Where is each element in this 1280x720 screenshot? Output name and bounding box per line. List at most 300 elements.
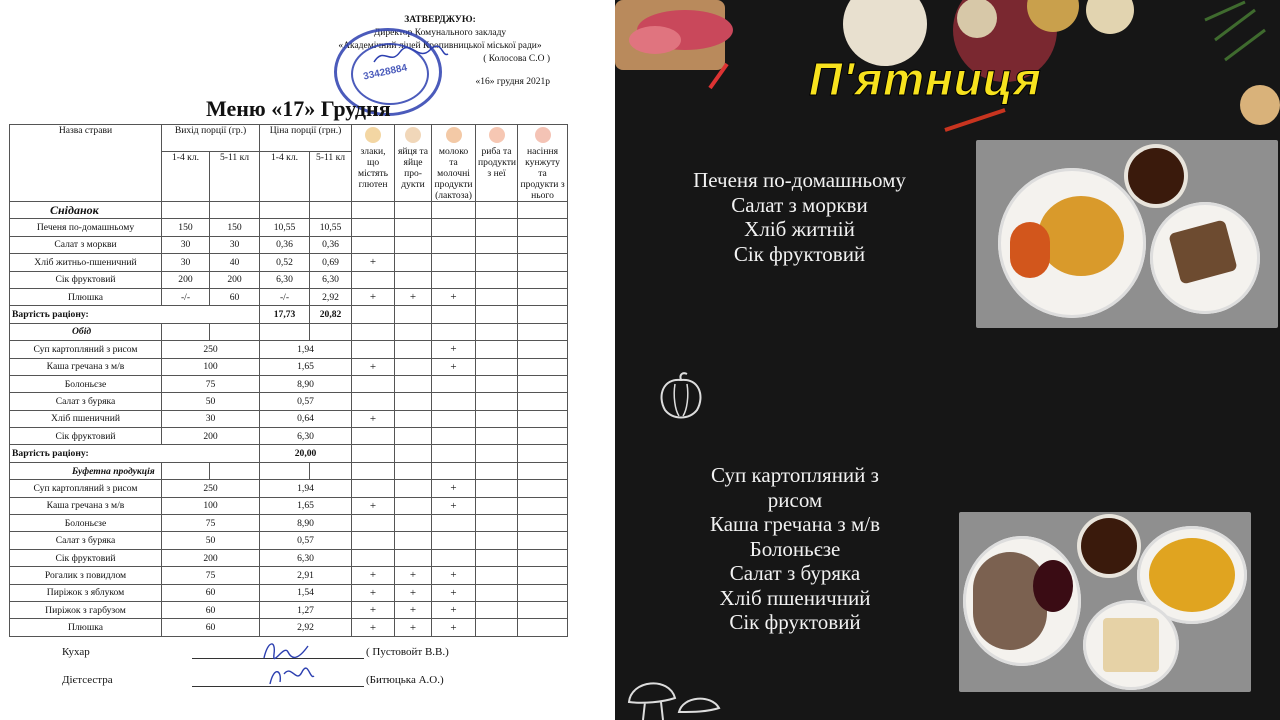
- empty-cell: [476, 306, 518, 323]
- total-price-junior: 17,73: [260, 306, 310, 323]
- header-allergen-1: [352, 125, 395, 202]
- table-row: [10, 567, 568, 584]
- allergen-mark: [476, 375, 518, 392]
- header-portion: Вихід порції (гр.): [162, 125, 260, 152]
- allergen-1-icon: [365, 127, 381, 143]
- beet-salad-food: [1033, 560, 1073, 612]
- allergen-mark: [395, 271, 432, 288]
- allergen-mark: [395, 358, 432, 375]
- friday-menu-slide: [615, 0, 1280, 720]
- allergen-mark: +: [352, 584, 395, 601]
- allergen-mark: [352, 219, 395, 236]
- dish-weight-junior: 30: [162, 254, 210, 271]
- empty-cell: [476, 445, 518, 462]
- dish-price: 1,94: [260, 341, 352, 358]
- allergen-mark: +: [395, 601, 432, 618]
- table-header-row: [10, 125, 568, 152]
- allergen-mark: [395, 393, 432, 410]
- empty-cell: [476, 323, 518, 340]
- table-row: [10, 410, 568, 427]
- dish-price-senior: 10,55: [310, 219, 352, 236]
- empty-cell: [518, 445, 568, 462]
- allergen-1-label: злаки, що містять глютен: [358, 146, 389, 190]
- empty-cell: [162, 323, 210, 340]
- total-label: Вартість раціону:: [10, 306, 260, 323]
- allergen-mark: [476, 219, 518, 236]
- lunch-dish: Хліб пшеничний: [719, 585, 871, 610]
- allergen-mark: [518, 393, 568, 410]
- lunch-dish: Болоньєзе: [749, 536, 841, 561]
- allergen-mark: +: [352, 254, 395, 271]
- dish-name: Суп картопляний з рисом: [10, 480, 162, 497]
- allergen-mark: [432, 236, 476, 253]
- empty-cell: [476, 202, 518, 219]
- document-title: Меню «17» Грудня: [206, 96, 391, 121]
- dish-weight: 200: [162, 549, 260, 566]
- allergen-mark: [518, 601, 568, 618]
- lunch-dish: Сік фруктовий: [729, 610, 861, 634]
- empty-cell: [210, 202, 260, 219]
- allergen-mark: [395, 480, 432, 497]
- dish-name: Плюшка: [10, 619, 162, 636]
- header-allergen-3: [432, 125, 476, 202]
- dish-price-senior: 0,36: [310, 236, 352, 253]
- empty-cell: [432, 445, 476, 462]
- nurse-name: (Битюцька А.О.): [366, 674, 444, 686]
- allergen-mark: +: [352, 288, 395, 305]
- allergen-mark: +: [395, 619, 432, 636]
- cook-name: ( Пустовойт В.В.): [366, 646, 449, 658]
- lunch-dish: Каша гречана з м/в: [710, 512, 880, 536]
- allergen-mark: +: [432, 341, 476, 358]
- allergen-mark: [432, 393, 476, 410]
- approval-date: «16» грудня 2021р: [475, 77, 550, 87]
- allergen-mark: [352, 236, 395, 253]
- table-row: [10, 480, 568, 497]
- empty-cell: [432, 202, 476, 219]
- allergen-mark: +: [432, 567, 476, 584]
- allergen-mark: [432, 549, 476, 566]
- lunch-dish-list: [645, 463, 945, 635]
- dish-price: 0,57: [260, 393, 352, 410]
- carrot-salad-food: [1010, 222, 1050, 278]
- empty-cell: [518, 306, 568, 323]
- allergen-mark: [395, 254, 432, 271]
- dish-weight: 250: [162, 341, 260, 358]
- empty-cell: [310, 323, 352, 340]
- table-row: [10, 341, 568, 358]
- dish-name: Каша гречана з м/в: [10, 358, 162, 375]
- dish-price: 1,27: [260, 601, 352, 618]
- breakfast-dish: Печеня по-домашньому: [693, 168, 906, 192]
- header-price: Ціна порції (грн.): [260, 125, 352, 152]
- allergen-mark: [395, 236, 432, 253]
- mushroom-chalk-icon: [623, 672, 723, 720]
- pepper-chalk-icon: [655, 372, 707, 420]
- allergen-mark: +: [395, 584, 432, 601]
- section-row: [10, 462, 568, 479]
- dish-price: 2,92: [260, 619, 352, 636]
- dish-weight: 100: [162, 497, 260, 514]
- soup-food: [1149, 538, 1235, 612]
- empty-cell: [162, 202, 210, 219]
- nurse-role: Дієтсестра: [62, 674, 113, 686]
- empty-cell: [476, 462, 518, 479]
- lunch-juice-cup: [1081, 518, 1137, 574]
- dish-weight: 200: [162, 428, 260, 445]
- table-row: [10, 549, 568, 566]
- total-price: 20,00: [260, 445, 352, 462]
- empty-cell: [432, 462, 476, 479]
- divider-gap: [598, 0, 615, 720]
- lunch-dish: Салат з буряка: [729, 561, 861, 585]
- allergen-mark: [476, 497, 518, 514]
- allergen-mark: [352, 532, 395, 549]
- dish-weight-senior: 40: [210, 254, 260, 271]
- dish-weight: 75: [162, 375, 260, 392]
- allergen-mark: [518, 358, 568, 375]
- empty-cell: [518, 202, 568, 219]
- dish-name: Суп картопляний з рисом: [10, 341, 162, 358]
- dish-weight: 100: [162, 358, 260, 375]
- empty-cell: [352, 445, 395, 462]
- allergen-mark: [476, 549, 518, 566]
- table-row: [10, 428, 568, 445]
- approval-school: «Академічний ліцей Кропивницької міської ради»: [338, 41, 542, 51]
- lunch-dish: рисом: [767, 487, 823, 512]
- allergen-mark: [476, 254, 518, 271]
- dish-weight: 50: [162, 532, 260, 549]
- allergen-mark: [432, 219, 476, 236]
- dish-name: Плюшка: [10, 288, 162, 305]
- allergen-mark: [352, 271, 395, 288]
- dish-weight: 250: [162, 480, 260, 497]
- allergen-mark: [476, 236, 518, 253]
- dish-price: 0,57: [260, 532, 352, 549]
- allergen-mark: +: [432, 584, 476, 601]
- empty-cell: [395, 445, 432, 462]
- dish-price-junior: 10,55: [260, 219, 310, 236]
- menu-document: [0, 0, 598, 720]
- allergen-mark: [432, 254, 476, 271]
- allergen-mark: [476, 601, 518, 618]
- dish-weight-junior: 150: [162, 219, 210, 236]
- wheat-bread: [1103, 618, 1159, 672]
- allergen-5-icon: [535, 127, 551, 143]
- table-row: [10, 532, 568, 549]
- allergen-mark: [518, 497, 568, 514]
- director-signature: [370, 44, 450, 68]
- section-title: Буфетна продукція: [10, 462, 162, 479]
- dish-name: Сік фруктовий: [10, 549, 162, 566]
- allergen-mark: [518, 549, 568, 566]
- allergen-mark: +: [432, 619, 476, 636]
- empty-cell: [210, 323, 260, 340]
- section-row: [10, 323, 568, 340]
- allergen-mark: [432, 375, 476, 392]
- table-row: [10, 358, 568, 375]
- allergen-mark: [476, 288, 518, 305]
- allergen-5-label: насіння кунжуту та продукти з нього: [520, 146, 565, 201]
- allergen-mark: [518, 410, 568, 427]
- allergen-mark: [395, 410, 432, 427]
- allergen-3-icon: [446, 127, 462, 143]
- total-label: Вартість раціону:: [10, 445, 260, 462]
- breakfast-dish-list: [627, 168, 972, 266]
- approval-director: Директор Комунального закладу: [373, 28, 507, 38]
- allergen-mark: [518, 254, 568, 271]
- allergen-mark: [476, 393, 518, 410]
- allergen-mark: [352, 375, 395, 392]
- total-row: [10, 445, 568, 462]
- dish-price: 6,30: [260, 549, 352, 566]
- allergen-mark: [518, 584, 568, 601]
- table-row: [10, 219, 568, 236]
- dish-name: Салат з буряка: [10, 532, 162, 549]
- allergen-mark: [352, 428, 395, 445]
- dish-weight: 75: [162, 567, 260, 584]
- dish-weight: 50: [162, 393, 260, 410]
- dish-price: 2,91: [260, 567, 352, 584]
- dish-name: Каша гречана з м/в: [10, 497, 162, 514]
- dish-weight: 60: [162, 584, 260, 601]
- allergen-mark: [352, 341, 395, 358]
- allergen-mark: +: [352, 410, 395, 427]
- dish-weight-senior: 150: [210, 219, 260, 236]
- allergen-mark: [518, 515, 568, 532]
- header-allergen-4: [476, 125, 518, 202]
- nurse-signature: [262, 660, 316, 690]
- allergen-mark: +: [395, 288, 432, 305]
- empty-cell: [310, 462, 352, 479]
- allergen-mark: +: [395, 567, 432, 584]
- header-allergen-5: [518, 125, 568, 202]
- table-row: [10, 375, 568, 392]
- empty-cell: [432, 323, 476, 340]
- cook-role: Кухар: [62, 646, 90, 658]
- allergen-mark: [518, 480, 568, 497]
- allergen-mark: [476, 619, 518, 636]
- empty-cell: [352, 462, 395, 479]
- approval-heading: ЗАТВЕРДЖУЮ:: [404, 15, 476, 25]
- allergen-mark: +: [432, 480, 476, 497]
- breakfast-dish: Сік фруктовий: [733, 241, 866, 266]
- allergen-mark: [352, 393, 395, 410]
- header-grade-1: 1-4 кл.: [162, 152, 210, 202]
- empty-cell: [395, 202, 432, 219]
- allergen-mark: [476, 567, 518, 584]
- allergen-mark: [518, 288, 568, 305]
- allergen-mark: [476, 584, 518, 601]
- dish-name: Пиріжок з яблуком: [10, 584, 162, 601]
- allergen-mark: [395, 515, 432, 532]
- dish-weight-senior: 200: [210, 271, 260, 288]
- allergen-mark: [518, 219, 568, 236]
- section-title: Сніданок: [10, 202, 162, 219]
- allergen-mark: [518, 236, 568, 253]
- table-row: [10, 619, 568, 636]
- dish-weight-senior: 30: [210, 236, 260, 253]
- approval-signer: ( Колосова С.О ): [483, 54, 550, 64]
- dish-weight: 75: [162, 515, 260, 532]
- menu-table: [9, 124, 568, 637]
- dish-weight: 30: [162, 410, 260, 427]
- dish-name: Сік фруктовий: [10, 428, 162, 445]
- allergen-mark: [395, 497, 432, 514]
- dish-name: Хліб житньо-пшеничний: [10, 254, 162, 271]
- allergen-mark: +: [352, 567, 395, 584]
- section-row: [10, 202, 568, 219]
- table-row: [10, 601, 568, 618]
- empty-cell: [162, 462, 210, 479]
- allergen-mark: [518, 532, 568, 549]
- allergen-mark: [432, 428, 476, 445]
- dish-price-junior: 0,52: [260, 254, 310, 271]
- breakfast-dish: Салат з моркви: [731, 192, 868, 217]
- empty-cell: [352, 202, 395, 219]
- dish-weight-senior: 60: [210, 288, 260, 305]
- dish-name: Болоньєзе: [10, 375, 162, 392]
- allergen-mark: [432, 515, 476, 532]
- dish-price-senior: 6,30: [310, 271, 352, 288]
- allergen-mark: +: [352, 358, 395, 375]
- allergen-mark: [395, 549, 432, 566]
- empty-cell: [260, 202, 310, 219]
- lunch-photo: [959, 512, 1251, 692]
- empty-cell: [210, 462, 260, 479]
- allergen-mark: +: [352, 497, 395, 514]
- dish-price-senior: 0,69: [310, 254, 352, 271]
- total-price-senior: 20,82: [310, 306, 352, 323]
- dish-price: 1,65: [260, 358, 352, 375]
- dish-price: 8,90: [260, 375, 352, 392]
- allergen-2-label: яйця та яйце про-дукти: [398, 146, 429, 190]
- header-grade-3: 1-4 кл.: [260, 152, 310, 202]
- allergen-mark: [476, 480, 518, 497]
- juice-cup: [1128, 148, 1184, 204]
- dish-name: Болоньєзе: [10, 515, 162, 532]
- allergen-4-icon: [489, 127, 505, 143]
- allergen-mark: [518, 271, 568, 288]
- dish-price-junior: -/-: [260, 288, 310, 305]
- dish-price: 1,54: [260, 584, 352, 601]
- dish-name: Рогалик з повидлом: [10, 567, 162, 584]
- table-row: [10, 271, 568, 288]
- dish-name: Салат з моркви: [10, 236, 162, 253]
- empty-cell: [260, 462, 310, 479]
- allergen-mark: [518, 428, 568, 445]
- allergen-mark: +: [432, 288, 476, 305]
- allergen-mark: [476, 515, 518, 532]
- dish-name: Салат з буряка: [10, 393, 162, 410]
- allergen-mark: [518, 567, 568, 584]
- dish-weight-junior: 200: [162, 271, 210, 288]
- dish-price: 1,65: [260, 497, 352, 514]
- allergen-mark: [395, 428, 432, 445]
- allergen-mark: [395, 219, 432, 236]
- allergen-mark: [476, 410, 518, 427]
- seal-code: 33428884: [362, 62, 409, 83]
- lunch-dish: Суп картопляний з: [711, 463, 879, 487]
- allergen-mark: [395, 341, 432, 358]
- slide-title: П'ятниця: [809, 53, 1042, 105]
- allergen-mark: [518, 341, 568, 358]
- allergen-mark: [395, 532, 432, 549]
- allergen-mark: +: [352, 601, 395, 618]
- allergen-2-icon: [405, 127, 421, 143]
- table-row: [10, 236, 568, 253]
- dish-name: Печеня по-домашньому: [10, 219, 162, 236]
- section-title: Обід: [10, 323, 162, 340]
- allergen-mark: +: [432, 497, 476, 514]
- header-grade-4: 5-11 кл: [310, 152, 352, 202]
- empty-cell: [310, 202, 352, 219]
- allergen-mark: +: [352, 619, 395, 636]
- table-row: [10, 497, 568, 514]
- empty-cell: [352, 306, 395, 323]
- allergen-mark: [352, 549, 395, 566]
- empty-cell: [395, 306, 432, 323]
- empty-cell: [395, 323, 432, 340]
- dish-price: 8,90: [260, 515, 352, 532]
- allergen-mark: +: [432, 358, 476, 375]
- dish-weight: 60: [162, 601, 260, 618]
- table-row: [10, 254, 568, 271]
- total-row: [10, 306, 568, 323]
- allergen-3-label: молоко та молочні продукти (лактоза): [434, 146, 473, 201]
- breakfast-photo: [976, 140, 1278, 328]
- table-row: [10, 393, 568, 410]
- allergen-mark: [432, 410, 476, 427]
- dish-weight: 60: [162, 619, 260, 636]
- table-row: [10, 288, 568, 305]
- allergen-mark: [432, 532, 476, 549]
- stew-food: [1038, 196, 1124, 276]
- dish-weight-junior: -/-: [162, 288, 210, 305]
- dish-price-senior: 2,92: [310, 288, 352, 305]
- allergen-mark: [476, 428, 518, 445]
- table-row: [10, 515, 568, 532]
- header-allergen-2: [395, 125, 432, 202]
- header-grade-2: 5-11 кл: [210, 152, 260, 202]
- allergen-mark: [476, 532, 518, 549]
- allergen-mark: [352, 480, 395, 497]
- allergen-mark: [476, 358, 518, 375]
- allergen-mark: [352, 515, 395, 532]
- dish-name: Сік фруктовий: [10, 271, 162, 288]
- empty-cell: [518, 323, 568, 340]
- allergen-mark: [476, 341, 518, 358]
- empty-cell: [395, 462, 432, 479]
- table-row: [10, 584, 568, 601]
- dish-price-junior: 6,30: [260, 271, 310, 288]
- breakfast-dish: Хліб житній: [744, 217, 855, 241]
- allergen-mark: [518, 375, 568, 392]
- dish-price: 0,64: [260, 410, 352, 427]
- allergen-mark: [518, 619, 568, 636]
- allergen-mark: [432, 271, 476, 288]
- empty-cell: [260, 323, 310, 340]
- dish-price-junior: 0,36: [260, 236, 310, 253]
- empty-cell: [352, 323, 395, 340]
- dish-weight-junior: 30: [162, 236, 210, 253]
- allergen-mark: [395, 375, 432, 392]
- allergen-mark: [476, 271, 518, 288]
- allergen-4-label: риба та продукти з неї: [478, 146, 517, 179]
- header-dish-name: Назва страви: [10, 125, 162, 202]
- empty-cell: [518, 462, 568, 479]
- allergen-mark: +: [432, 601, 476, 618]
